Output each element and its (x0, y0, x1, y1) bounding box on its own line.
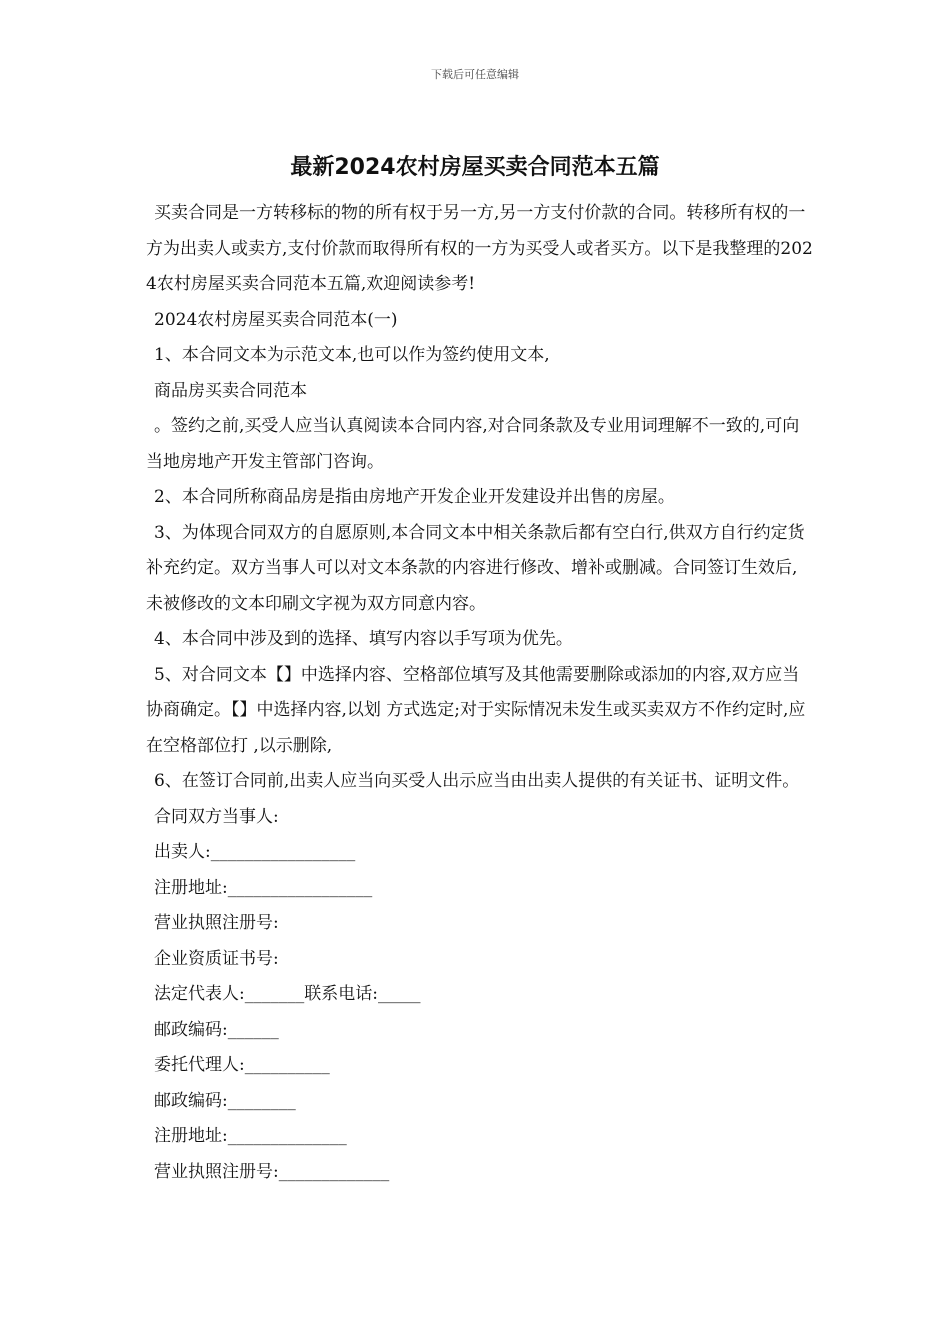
document-title: 最新2024农村房屋买卖合同范本五篇 (290, 155, 660, 180)
field-postal-code: 邮政编码:______ (154, 1019, 279, 1040)
page-header-note: 下载后可任意编辑 (431, 68, 519, 81)
contract-template-name: 商品房买卖合同范本 (154, 380, 307, 401)
field-authorized-agent: 委托代理人:__________ (154, 1055, 330, 1075)
field-qualification-certificate: 企业资质证书号: (154, 948, 279, 969)
field-business-license-2: 营业执照注册号:_____________ (154, 1161, 390, 1182)
document-body (146, 196, 814, 1190)
field-legal-representative: 法定代表人:_______联系电话:_____ (154, 984, 421, 1004)
field-seller: 出卖人:_________________ (154, 842, 356, 862)
section-heading: 2024农村房屋买卖合同范本(一) (154, 309, 398, 330)
clause-3: 3、为体现合同双方的自愿原则,本合同文本中相关条款后都有空白行,供双方自行约定货补充约定。双方当事人可以对文本条款的内容进行修改、增补或删减。合同签订生效后,未被修改的文本印刷文字视为双方同意内容。 (146, 522, 805, 614)
field-business-license: 营业执照注册号: (154, 913, 279, 933)
clause-4: 4、本合同中涉及到的选择、填写内容以手写项为优先。 (154, 629, 573, 649)
field-postal-code-2: 邮政编码:________ (154, 1090, 296, 1111)
clause-2: 2、本合同所称商品房是指由房地产开发企业开发建设并出售的房屋。 (154, 487, 675, 507)
clause-6: 6、在签订合同前,出卖人应当向买受人出示应当由出卖人提供的有关证书、证明文件。 (154, 771, 800, 791)
field-registered-address-2: 注册地址:______________ (154, 1126, 347, 1146)
clause-1: 1、本合同文本为示范文本,也可以作为签约使用文本, (154, 345, 550, 365)
parties-heading: 合同双方当事人: (154, 806, 279, 827)
field-registered-address: 注册地址:_________________ (154, 877, 373, 898)
clause-5: 5、对合同文本【】中选择内容、空格部位填写及其他需要删除或添加的内容,双方应当协商确定。【】中选择内容,以划 方式选定;对于实际情况未发生或买卖双方不作约定时,应在空格部位打 ,以示删除, (146, 664, 806, 756)
intro-paragraph: 买卖合同是一方转移标的物的所有权于另一方,另一方支付价款的合同。转移所有权的一方为出卖人或卖方,支付价款而取得所有权的一方为买受人或者买方。以下是我整理的2024农村房屋买卖合同范本五篇,欢迎阅读参考! (146, 203, 813, 294)
clause-1-continued: 。签约之前,买受人应当认真阅读本合同内容,对合同条款及专业用词理解不一致的,可向当地房地产开发主管部门咨询。 (146, 416, 800, 472)
